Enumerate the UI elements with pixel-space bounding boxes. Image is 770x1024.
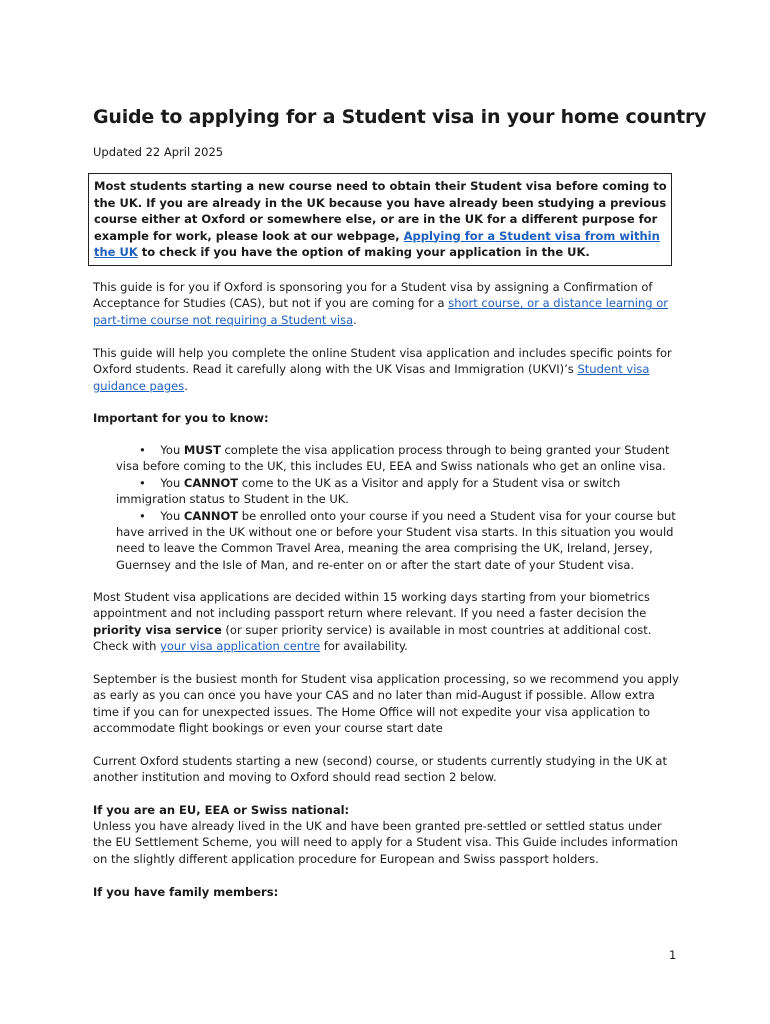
bullet-text: be enrolled onto your course if you need a Student visa for your course but have arrived in the UK without one or before your Student visa starts. In this situation you would need to leave the Common Travel Area, meaning the area comprising the UK, Ireland, Jersey, Guernsey and the Isle of Man, and re-enter on or after the start date of your Student visa.: [116, 508, 676, 572]
list-item: [93, 442, 683, 475]
september-paragraph: September is the busiest month for Student visa application processing, so we recommend you apply as early as you can once you have your CAS and no later than mid-August if possible. Allow extra time if you can for unexpected issues. The Home Office will not expedite your visa application to accommodate flight bookings or even your course start date: [93, 672, 679, 736]
intro-text: This guide is for you if Oxford is sponsoring you for a Student visa by assigning a Confirmation of Acceptance for Studies (CAS), but not if you are coming for a: [93, 280, 653, 311]
list-item: [93, 475, 683, 508]
visa-application-centre-link[interactable]: your visa application centre: [160, 639, 321, 654]
bullet-emphasis: MUST: [183, 443, 221, 457]
bullet-text: You: [160, 443, 184, 457]
priority-service-emphasis: priority visa service: [93, 622, 222, 637]
family-heading: If you have family members:: [93, 885, 279, 899]
notice-text-end: to check if you have the option of making your application in the UK.: [137, 245, 590, 259]
within-uk-link[interactable]: Applying for a Student visa from within the UK: [94, 228, 660, 259]
guide-text-end: .: [184, 378, 188, 393]
bullet-emphasis: CANNOT: [183, 508, 239, 523]
processing-text-mid: (or super priority service) is available in most countries at additional cost. Check with: [93, 622, 652, 654]
bullet-icon: •: [139, 443, 146, 457]
page-title: Guide to applying for a Student visa in your home country: [93, 106, 707, 128]
bullet-text: You: [160, 475, 184, 490]
short-course-link[interactable]: short course, or a distance learning or part-time course not requiring a Student visa: [93, 296, 669, 327]
bullet-emphasis: CANNOT: [183, 475, 239, 490]
list-item: [93, 508, 683, 574]
important-list: [93, 442, 683, 573]
intro-text-end: .: [353, 312, 357, 327]
processing-paragraph: [93, 589, 683, 655]
bullet-icon: •: [139, 508, 146, 523]
notice-text: Most students starting a new course need to obtain their Student visa before coming to the UK. If you are already in the UK because you have already been studying a previous course either at Oxford or somewhere else, or are in the UK for a different purpose for example for work, please look at our webpage,: [94, 179, 667, 243]
bullet-text: come to the UK as a Visitor and apply for a Student visa or switch immigration status to Student in the UK.: [116, 475, 621, 507]
guide-paragraph: [93, 345, 683, 394]
eu-heading: If you are an EU, EEA or Swiss national:: [93, 803, 350, 817]
processing-text-end: for availability.: [320, 639, 408, 654]
updated-date: Updated 22 April 2025: [93, 145, 224, 159]
processing-text: Most Student visa applications are decided within 15 working days starting from your biometrics appointment and not including passport return where relevant. If you need a faster decision the: [93, 590, 650, 621]
intro-paragraph: [93, 279, 683, 328]
notice-box: [88, 173, 672, 266]
bullet-text: You: [160, 508, 184, 523]
current-students-paragraph: Current Oxford students starting a new (second) course, or students currently studying in the UK at another institution and moving to Oxford should read section 2 below.: [93, 754, 667, 785]
bullet-text: complete the visa application process through to being granted your Student visa before coming to the UK, this includes EU, EEA and Swiss nationals who get an online visa.: [116, 443, 670, 474]
bullet-icon: •: [139, 475, 146, 490]
eu-paragraph: Unless you have already lived in the UK and have been granted pre-settled or settled status under the EU Settlement Scheme, you will need to apply for a Student visa. This Guide includes information on the slightly different application procedure for European and Swiss passport holders.: [93, 819, 678, 866]
student-visa-guidance-link[interactable]: Student visa guidance pages: [93, 362, 650, 393]
page-number: 1: [669, 948, 677, 962]
guide-text: This guide will help you complete the online Student visa application and includes specific points for Oxford students. Read it carefully along with the UK Visas and Immigration (UKVI)’s: [93, 346, 672, 377]
important-heading: Important for you to know:: [93, 411, 269, 425]
